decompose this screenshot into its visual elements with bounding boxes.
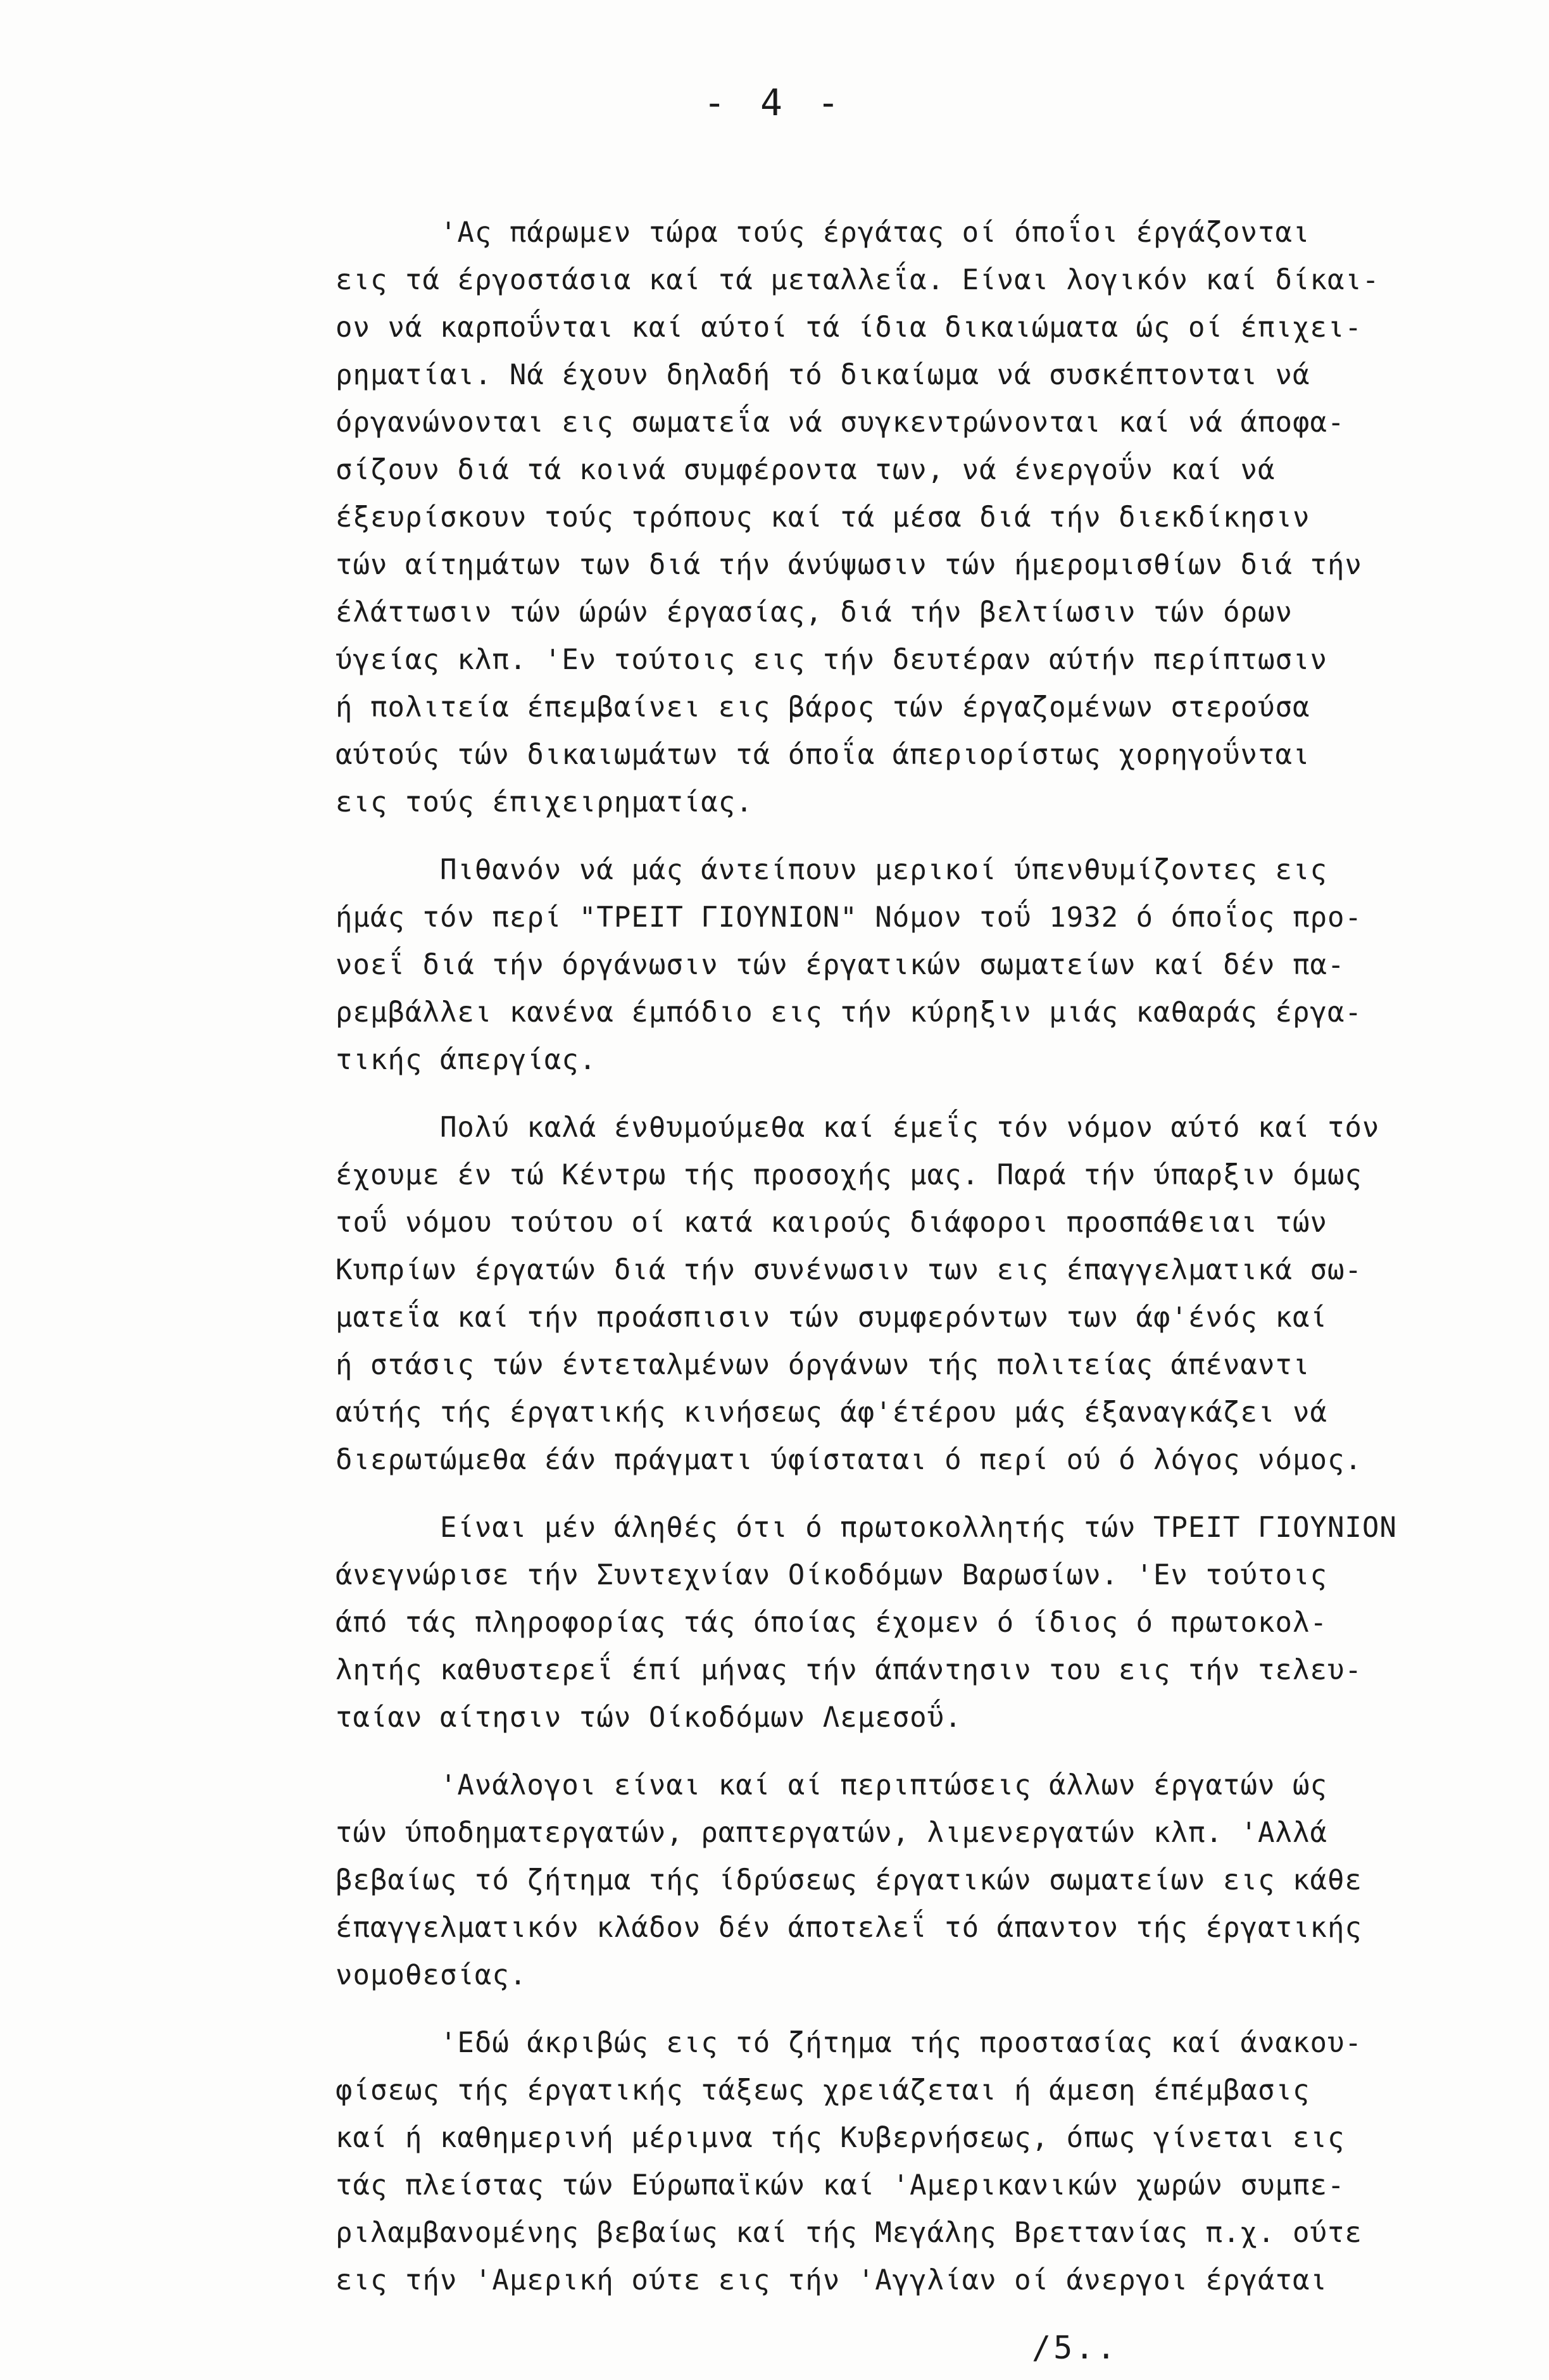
text-line: έλάττωσιν τών ώρών έργασίας, διά τήν βελτίωσιν τών όρων <box>336 596 1293 629</box>
text-line: καί ή καθημερινή μέριμνα τής Κυβερνήσεως, όπως γίνεται εις <box>336 2122 1345 2154</box>
paragraph-registrar <box>336 1504 1526 1741</box>
text-line: τών ύποδηματεργατών, ραπτεργατών, λιμενεργατών κλπ. 'Αλλά <box>336 1817 1327 1849</box>
page-number: - 4 - <box>703 81 846 124</box>
paragraph-law-in-practice <box>336 1104 1526 1484</box>
text-line: αύτούς τών δικαιωμάτων τά όποΐα άπεριορίστως χορηγοΰνται <box>336 739 1310 771</box>
text-line: ύγείας κλπ. 'Εν τούτοις εις τήν δευτέραν αύτήν περίπτωσιν <box>336 644 1327 676</box>
text-line: εις τά έργοστάσια καί τά μεταλλεΐα. Είναι λογικόν καί δίκαι- <box>336 264 1380 296</box>
text-line: Είναι μέν άληθές ότι ό πρωτοκολλητής τών ΤΡΕΙΤ ΓΙΟΥΝΙΟΝ <box>336 1512 1397 1544</box>
text-line: Κυπρίων έργατών διά τήν συνένωσιν των εις έπαγγελματικά σω- <box>336 1254 1362 1286</box>
text-line: τοΰ νόμου τούτου οί κατά καιρούς διάφοροι προσπάθειαι τών <box>336 1206 1327 1239</box>
text-line: φίσεως τής έργατικής τάξεως χρειάζεται ή άμεση έπέμβασις <box>336 2074 1310 2107</box>
body-text <box>336 209 1526 2324</box>
paragraph-other-workers <box>336 1762 1526 1999</box>
text-line: ή στάσις τών έντεταλμένων όργάνων τής πολιτείας άπέναντι <box>336 1349 1310 1381</box>
text-line: τών αίτημάτων των διά τήν άνύψωσιν τών ήμερομισθίων διά τήν <box>336 549 1362 581</box>
text-line: άπό τάς πληροφορίας τάς όποίας έχομεν ό ίδιος ό πρωτοκολ- <box>336 1606 1327 1639</box>
text-line: εις τούς έπιχειρηματίας. <box>336 786 753 818</box>
text-line: όργανώνονται εις σωματεΐα νά συγκεντρώνονται καί νά άποφα- <box>336 406 1345 439</box>
text-line: τάς πλείστας τών Εύρωπαϊκών καί 'Αμερικανικών χωρών συμπε- <box>336 2169 1345 2202</box>
text-line: ον νά καρποΰνται καί αύτοί τά ίδια δικαιώματα ώς οί έπιχει- <box>336 311 1362 344</box>
text-line: έπαγγελματικόν κλάδον δέν άποτελεΐ τό άπαντον τής έργατικής <box>336 1912 1362 1944</box>
text-line: ή πολιτεία έπεμβαίνει εις βάρος τών έργαζομένων στερούσα <box>336 691 1310 723</box>
text-line: βεβαίως τό ζήτημα τής ίδρύσεως έργατικών σωματείων εις κάθε <box>336 1864 1362 1896</box>
text-line: έξευρίσκουν τούς τρόπους καί τά μέσα διά τήν διεκδίκησιν <box>336 501 1310 534</box>
text-line: διερωτώμεθα έάν πράγματι ύφίσταται ό περί ού ό λόγος νόμος. <box>336 1444 1362 1476</box>
text-line: ρηματίαι. Νά έχουν δηλαδή τό δικαίωμα νά συσκέπτονται νά <box>336 359 1310 391</box>
text-line: 'Εδώ άκριβώς εις τό ζήτημα τής προστασίας καί άνακου- <box>336 2027 1362 2059</box>
text-line: 'Ανάλογοι είναι καί αί περιπτώσεις άλλων έργατών ώς <box>336 1769 1327 1801</box>
text-line: σίζουν διά τά κοινά συμφέροντα των, νά ένεργοΰν καί νά <box>336 454 1276 486</box>
text-line: 'Ας πάρωμεν τώρα τούς έργάτας οί όποΐοι έργάζονται <box>336 216 1310 249</box>
continuation-marker: /5.. <box>1032 2329 1119 2366</box>
text-line: ήμάς τόν περί "ΤΡΕΙΤ ΓΙΟΥΝΙΟΝ" Νόμον τοΰ 1932 ό όποΐος προ- <box>336 901 1362 934</box>
paragraph-trade-union-law <box>336 846 1526 1084</box>
text-line: έχουμε έν τώ Κέντρω τής προσοχής μας. Παρά τήν ύπαρξιν όμως <box>336 1159 1362 1191</box>
paragraph-workers-rights <box>336 209 1526 826</box>
text-line: ριλαμβανομένης βεβαίως καί τής Μεγάλης Βρεττανίας π.χ. ούτε <box>336 2217 1362 2249</box>
paragraph-government-intervention <box>336 2019 1526 2304</box>
text-line: νοεΐ διά τήν όργάνωσιν τών έργατικών σωματείων καί δέν πα- <box>336 949 1345 981</box>
text-line: λητής καθυστερεΐ έπί μήνας τήν άπάντησιν του εις τήν τελευ- <box>336 1654 1362 1686</box>
text-line: ταίαν αίτησιν τών Οίκοδόμων Λεμεσοΰ. <box>336 1701 962 1734</box>
text-line: ματεΐα καί τήν προάσπισιν τών συμφερόντων των άφ'ένός καί <box>336 1301 1327 1334</box>
text-line: νομοθεσίας. <box>336 1959 527 1991</box>
text-line: Πολύ καλά ένθυμούμεθα καί έμεΐς τόν νόμον αύτό καί τόν <box>336 1112 1380 1144</box>
text-line: ρεμβάλλει κανένα έμπόδιο εις τήν κύρηξιν μιάς καθαράς έργα- <box>336 996 1362 1029</box>
text-line: εις τήν 'Αμερική ούτε εις τήν 'Αγγλίαν οί άνεργοι έργάται <box>336 2264 1327 2296</box>
text-line: τικής άπεργίας. <box>336 1044 597 1076</box>
text-line: Πιθανόν νά μάς άντείπουν μερικοί ύπενθυμίζοντες εις <box>336 854 1327 886</box>
text-line: άνεγνώρισε τήν Συντεχνίαν Οίκοδόμων Βαρωσίων. 'Εν τούτοις <box>336 1559 1327 1591</box>
text-line: αύτής τής έργατικής κινήσεως άφ'έτέρου μάς έξαναγκάζει νά <box>336 1396 1327 1429</box>
